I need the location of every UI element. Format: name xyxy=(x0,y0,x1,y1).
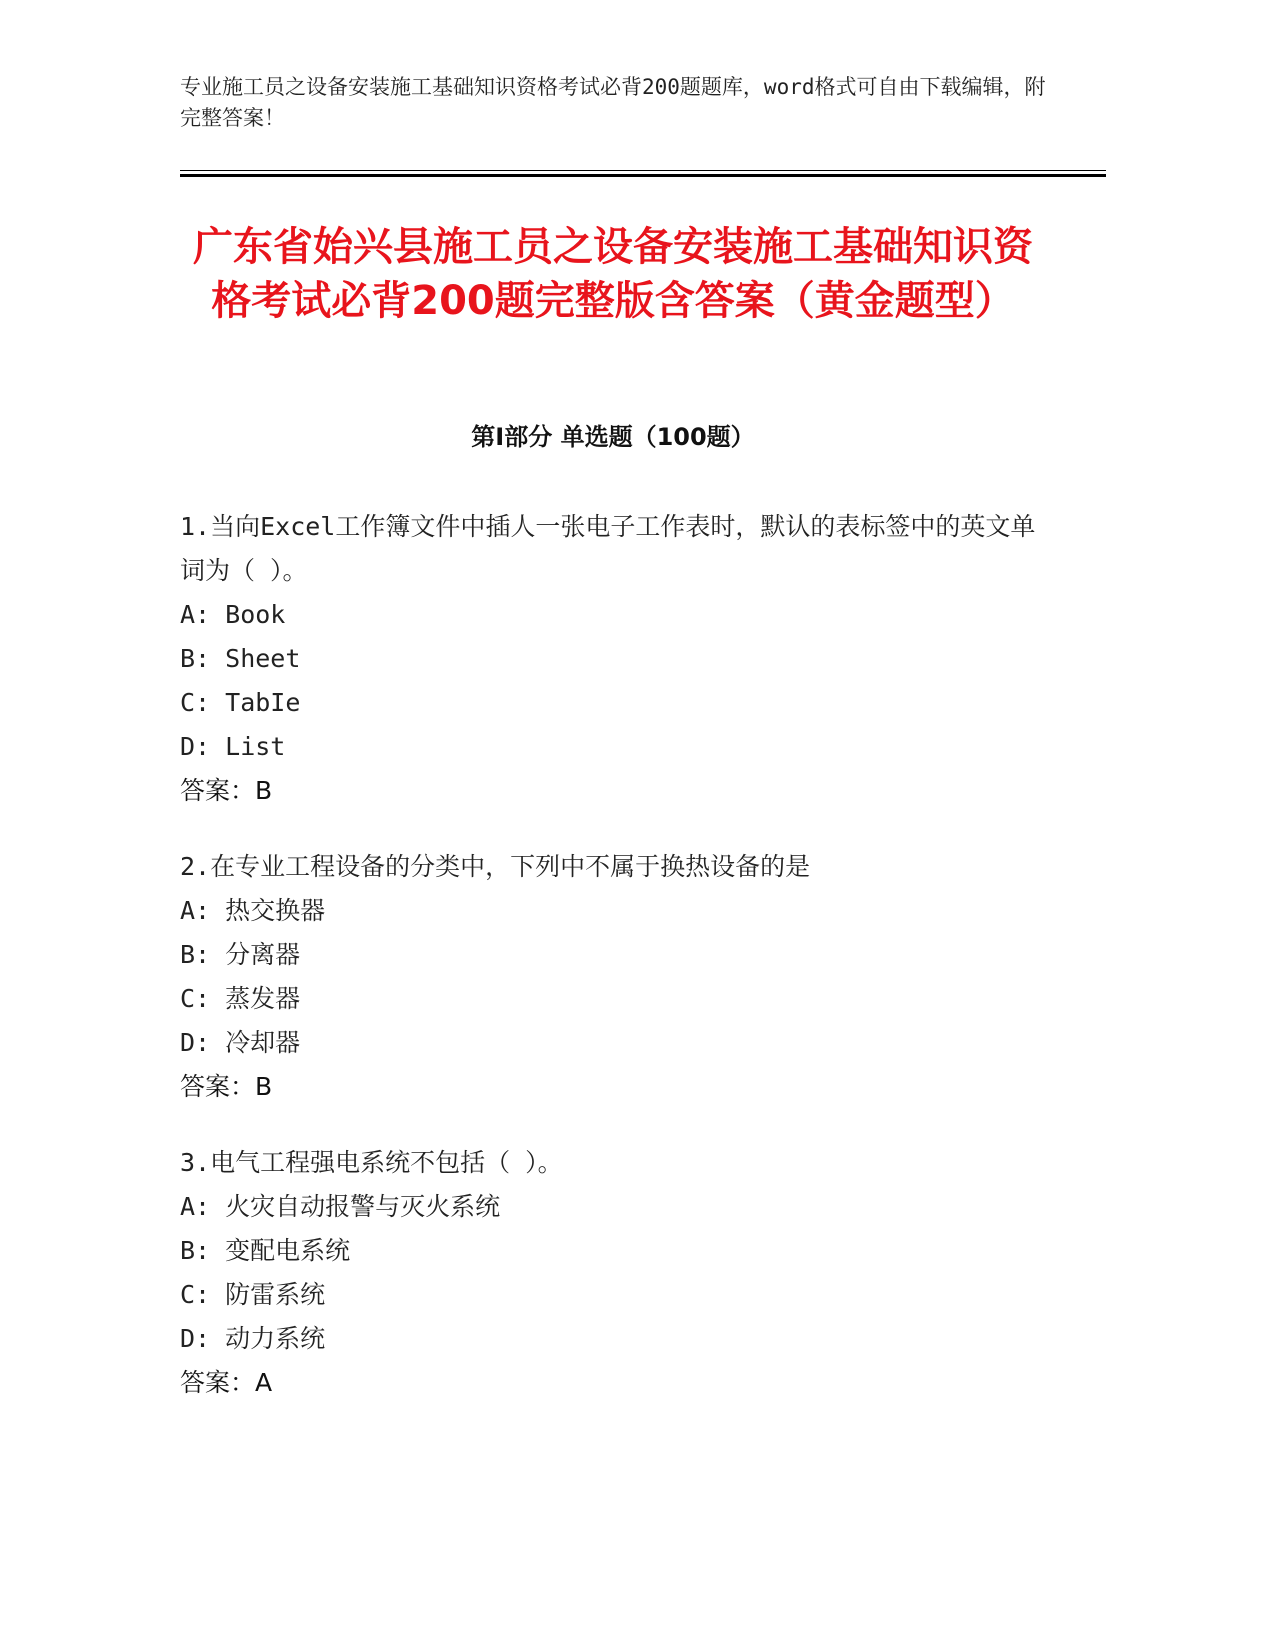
question-stem: 1.当向Excel工作簿文件中插人一张电子工作表时，默认的表标签中的英文单词为（ ）。 xyxy=(180,512,1036,585)
option-b: B: 变配电系统 xyxy=(180,1236,351,1265)
question-3 xyxy=(180,1141,1060,1405)
option-a: A: Book xyxy=(180,600,286,629)
option-c: C: TabIe xyxy=(180,688,301,717)
section-title: 第I部分 单选题（100题） xyxy=(471,423,755,451)
answer: 答案：B xyxy=(180,1072,273,1101)
answer: 答案：B xyxy=(180,776,273,805)
question-list xyxy=(180,505,1060,1437)
option-d: D: List xyxy=(180,732,286,761)
header-note: 专业施工员之设备安装施工基础知识资格考试必背200题题库，word格式可自由下载编辑，附完整答案！ xyxy=(180,75,1046,130)
document-title: 广东省始兴县施工员之设备安装施工基础知识资格考试必背200题完整版含答案（黄金题型） xyxy=(193,224,1033,324)
question-stem: 2.在专业工程设备的分类中，下列中不属于换热设备的是 xyxy=(180,852,811,881)
option-c: C: 防雷系统 xyxy=(180,1280,326,1309)
question-stem: 3.电气工程强电系统不包括（ ）。 xyxy=(180,1148,563,1177)
question-1 xyxy=(180,505,1060,813)
option-b: B: Sheet xyxy=(180,644,301,673)
option-a: A: 热交换器 xyxy=(180,896,326,925)
option-d: D: 冷却器 xyxy=(180,1028,301,1057)
option-b: B: 分离器 xyxy=(180,940,301,969)
question-2 xyxy=(180,845,1060,1109)
answer: 答案：A xyxy=(180,1368,273,1397)
header-rule-thick xyxy=(180,174,1106,177)
option-d: D: 动力系统 xyxy=(180,1324,326,1353)
option-a: A: 火灾自动报警与灭火系统 xyxy=(180,1192,501,1221)
header-rule-thin xyxy=(180,170,1106,171)
option-c: C: 蒸发器 xyxy=(180,984,301,1013)
